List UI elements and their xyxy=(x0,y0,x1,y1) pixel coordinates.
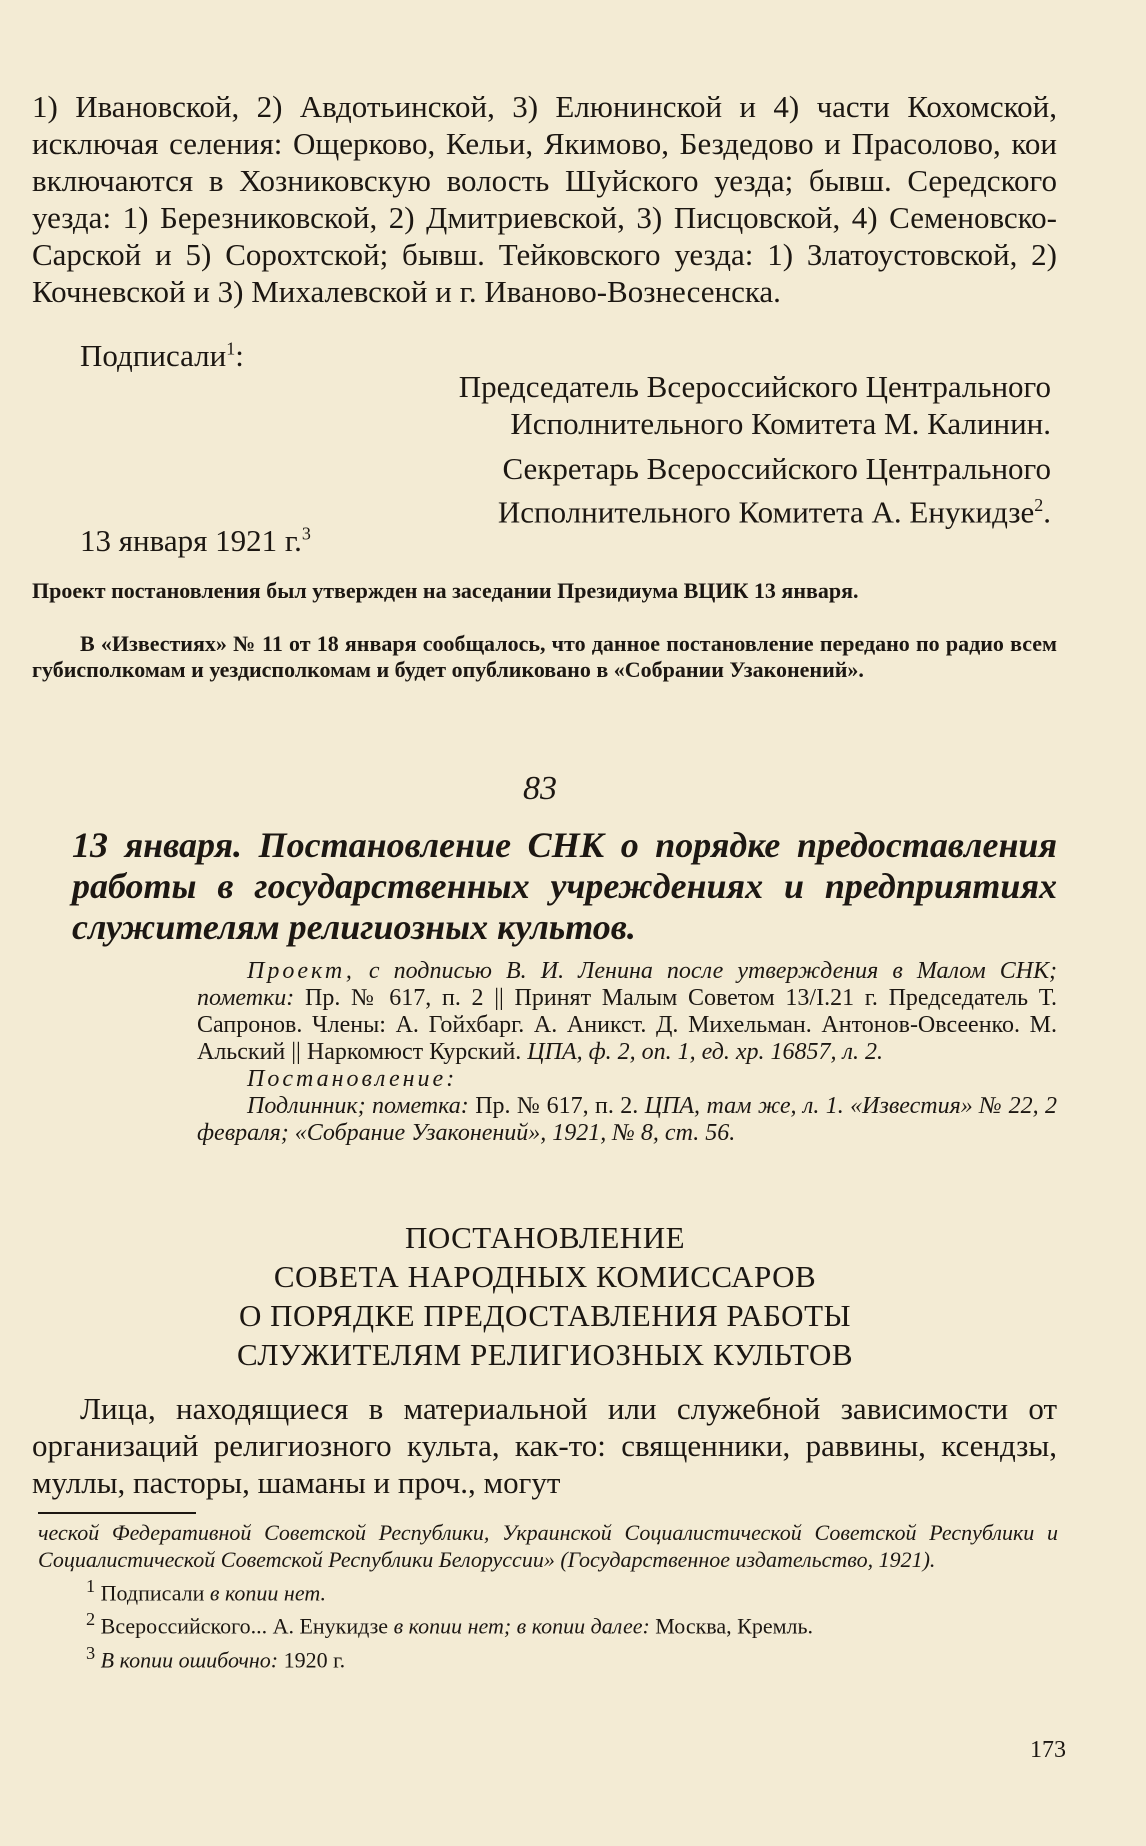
footnote-1: $^1$ Подписали в копии нет. xyxy=(86,1576,326,1606)
signature-secretary xyxy=(498,450,1051,530)
footnote-3: $^3$ В копии ошибочно: 1920 г. xyxy=(86,1642,346,1672)
signature-chairman-line2: Исполнительного Комитета М. Калинин. xyxy=(510,406,1051,441)
footnotes xyxy=(38,1519,1058,1673)
body-paragraph: Лица, находящиеся в материальной или служебной зависимости от организаций религиозного культа, как-то: священники, раввины, ксендзы, муллы, пасторы, шаманы и проч., могут xyxy=(32,1391,1057,1500)
signature-secretary-line1: Секретарь Всероссийского Центрального xyxy=(502,451,1051,486)
note-approval: Проект постановления был утвержден на заседании Президиума ВЦИК 13 января. xyxy=(32,578,859,603)
original-description: Подлинник; пометка: Пр. № 617, п. 2. ЦПА, там же, л. 1. «Известия» № 22, 2 февраля; «Собрание Узаконений», 1921, № 8, ст. 56. xyxy=(197,1093,1058,1146)
resolution-label: Постановление: xyxy=(247,1066,458,1092)
top-paragraph: 1) Ивановской, 2) Авдотьинской, 3) Елюнинской и 4) части Кохомской, исключая селения: Ощерково, Кельи, Якимово, Бездедово и Прасолово, кои включаются в Хозниковскую волость Шуйского уезда; бывш. Середского уезда: 1) Березниковской, 2) Дмитриевской, 3) Писцовской, 4) Семеновско-Сарской и 5) Сорохтской; бывш. Тейковского уезда: 1) Златоустовской, 2) Кочневской и 3) Михалевской и г. Иваново-Вознесенска. xyxy=(32,89,1057,309)
document-heading: 13 января. Постановление СНК о порядке предоставления работы в государственных учреждениях и предприятиях служителям религиозных культов. xyxy=(72,825,1057,947)
signature-secretary-line2: Исполнительного Комитета А. Енукидзе$^2$. xyxy=(497,494,1051,530)
title-line3: О ПОРЯДКЕ ПРЕДОСТАВЛЕНИЯ РАБОТЫ xyxy=(238,1298,852,1333)
document-number: 83 xyxy=(523,770,557,807)
footnote-continuation: ческой Федеративной Советской Республики, Украинской Социалистической Советской Республики и Социалистической Советской Республики Белоруссии» (Государственное издательство, 1921). xyxy=(38,1520,1058,1572)
project-description: Проект, с подписью В. И. Ленина после утверждения в Малом СНК; пометки: Пр. № 617, п. 2 || Принят Малым Советом 13/I.21 г. Председатель Т. Сапронов. Члены: А. Гойхбарг. А. Аникст. Д. Михельман. Антонов-Овсеенко. М. Альский || Наркомюст Курский. ЦПА, ф. 2, оп. 1, ед. хр. 16857, л. 2. xyxy=(197,958,1058,1065)
signature-chairman-line1: Председатель Всероссийского Центрального xyxy=(458,369,1051,404)
title-line2: СОВЕТА НАРОДНЫХ КОМИССАРОВ xyxy=(273,1259,817,1294)
signed-label: Подписали$^1$: xyxy=(80,338,244,373)
footnote-2: $^2$ Всероссийского... А. Енукидзе в копии нет; в копии далее: Москва, Кремль. xyxy=(86,1609,814,1639)
note-izvestia: В «Известиях» № 11 от 18 января сообщалось, что данное постановление передано по радио всем губисполкомам и уездисполкомам и будет опубликовано в «Собрании Узаконений». xyxy=(32,631,1057,682)
archival-metadata xyxy=(197,958,1057,1147)
page-number: 173 xyxy=(1030,1737,1066,1763)
signature-chairman xyxy=(459,368,1051,442)
footnote-divider xyxy=(38,1512,196,1514)
resolution-title xyxy=(0,1218,1090,1374)
date-line: 13 января 1921 г.$^3$ xyxy=(80,523,311,558)
title-line4: СЛУЖИТЕЛЯМ РЕЛИГИОЗНЫХ КУЛЬТОВ xyxy=(236,1337,854,1372)
title-line1: ПОСТАНОВЛЕНИЕ xyxy=(404,1220,686,1255)
